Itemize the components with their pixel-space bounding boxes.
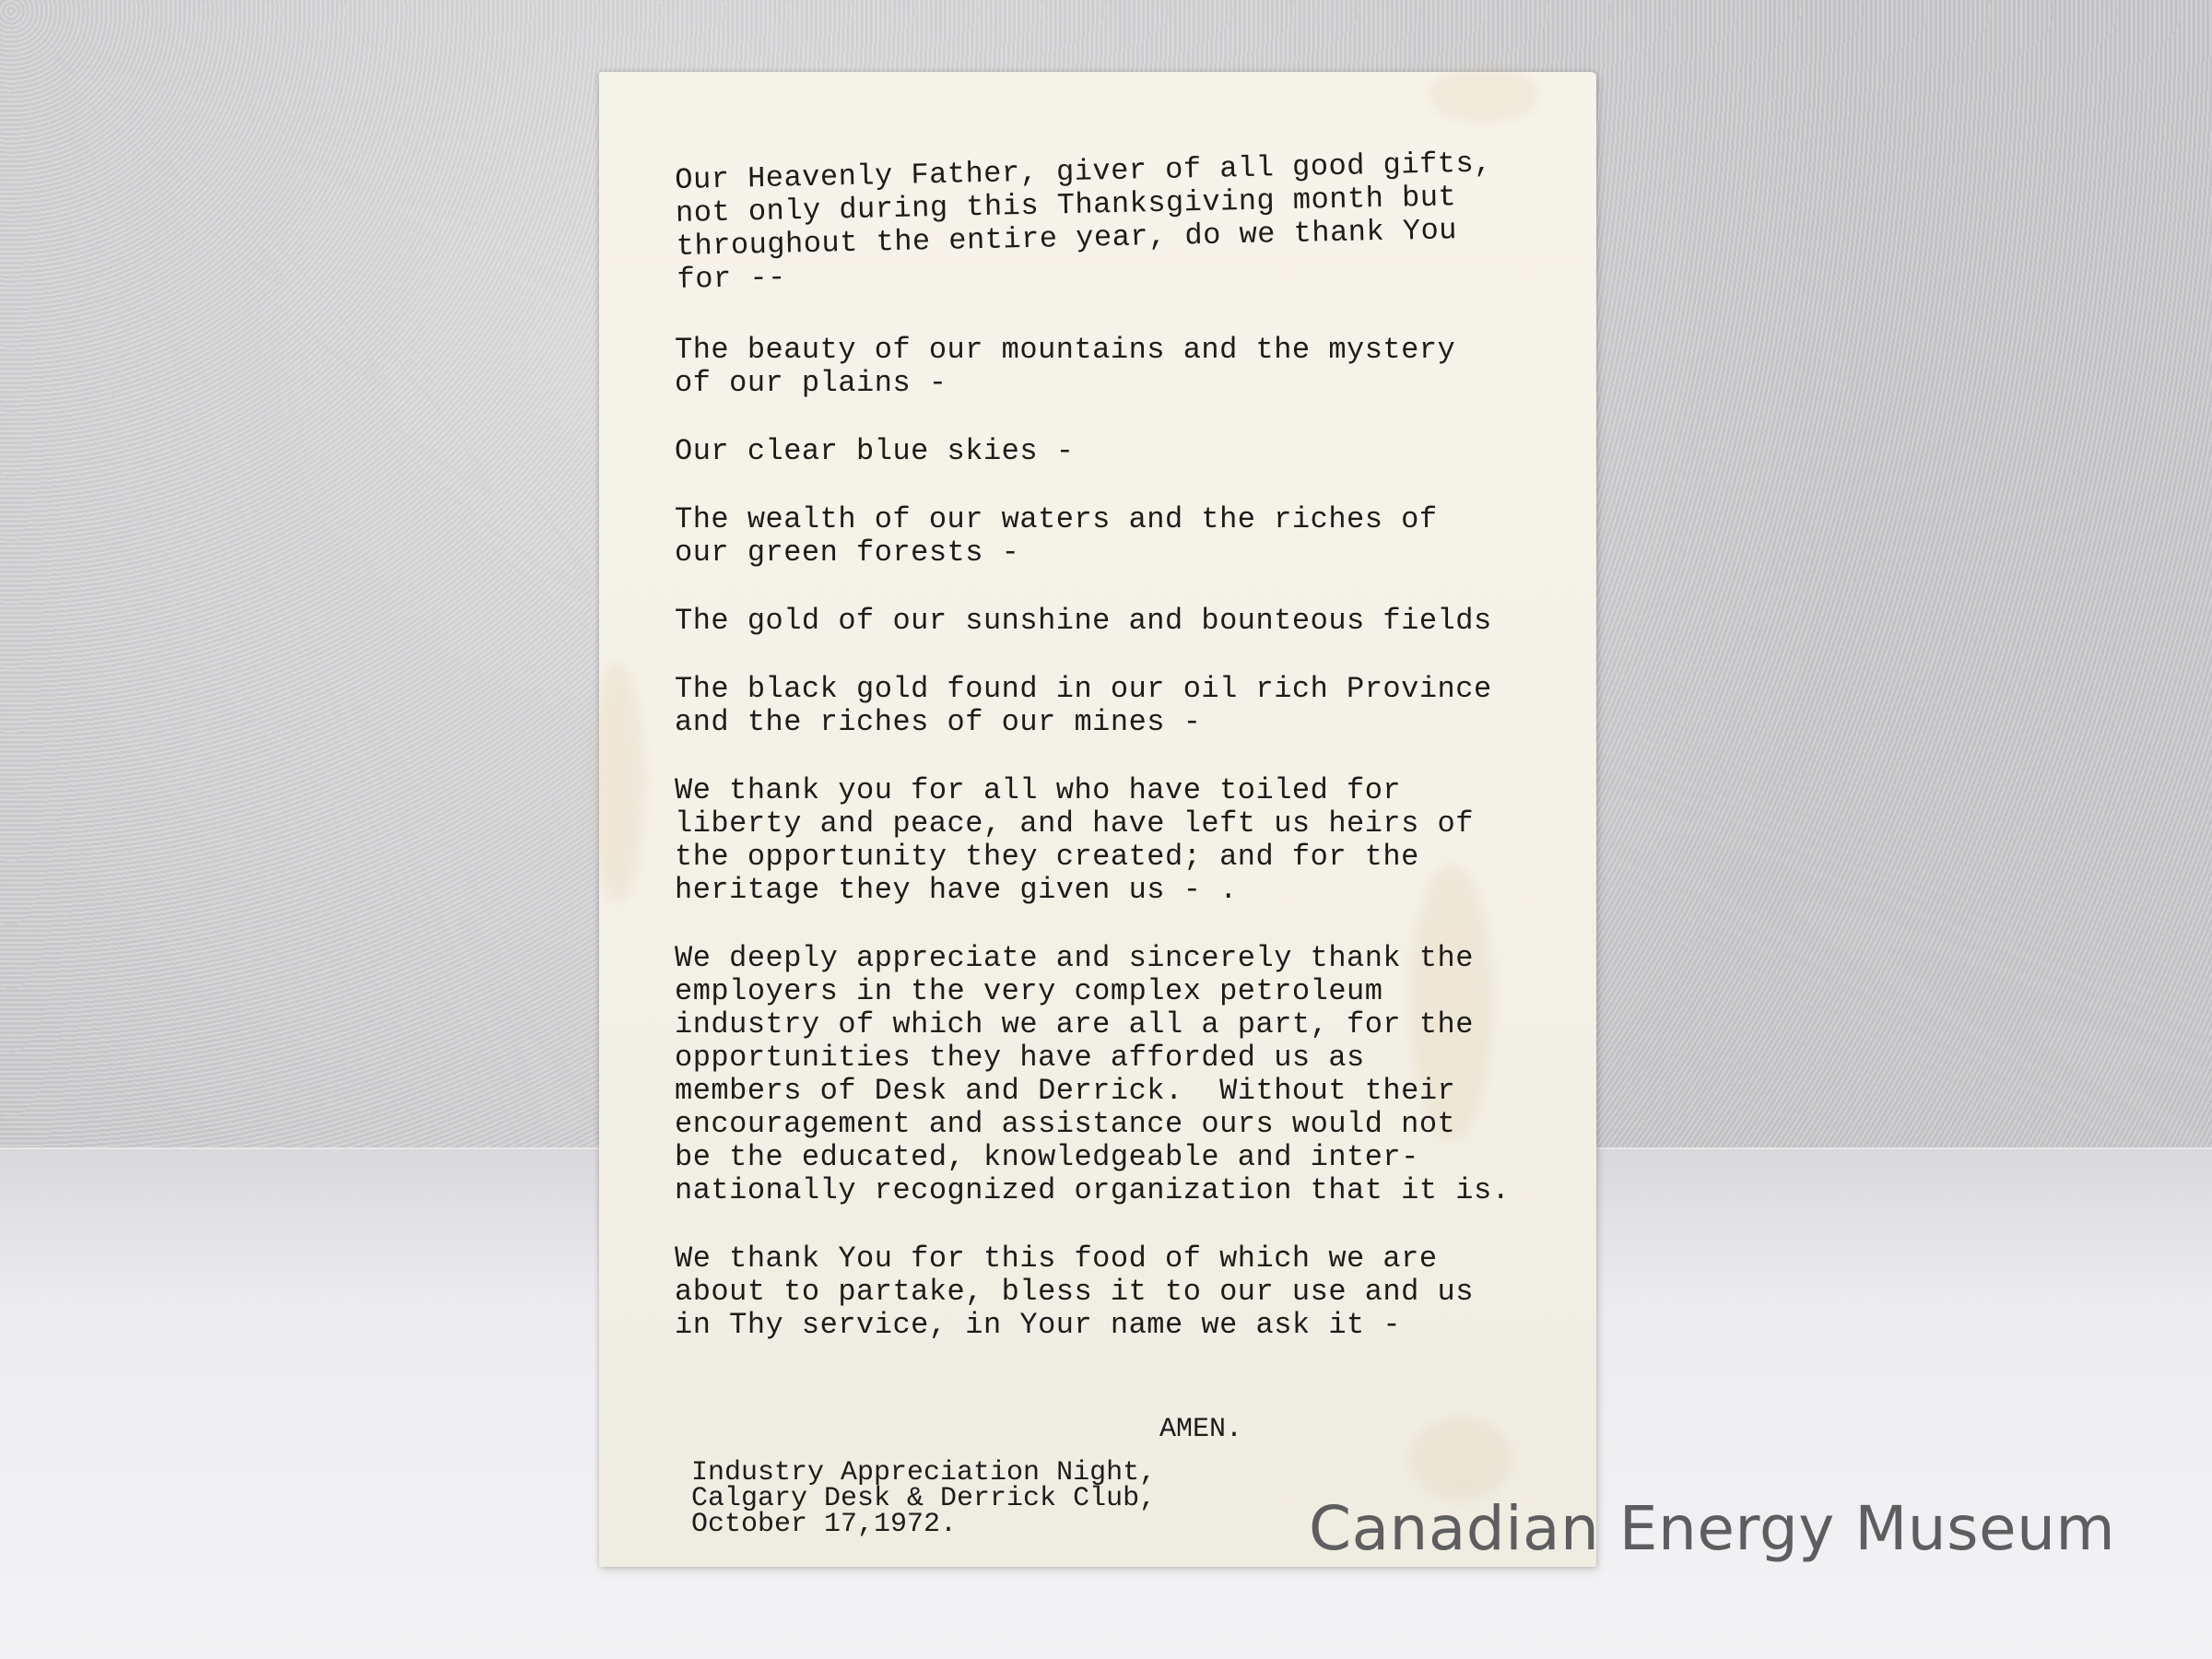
prayer-paragraph-mountains: The beauty of our mountains and the mystery of our plains - (675, 333, 1456, 400)
signoff-club: Calgary Desk & Derrick Club, (691, 1483, 1157, 1514)
signoff-event: Industry Appreciation Night, (691, 1457, 1157, 1488)
prayer-body (674, 146, 1578, 1377)
prayer-paragraph-food: We thank You for this food of which we are about to partake, bless it to our use and us in Thy service, in Your name we ask it - (675, 1241, 1474, 1342)
museum-watermark: Canadian Energy Museum (1309, 1493, 2116, 1564)
prayer-paragraph-black-gold: The black gold found in our oil rich Province and the riches of our mines - (675, 672, 1492, 739)
prayer-closing: AMEN. (1159, 1414, 1243, 1445)
prayer-paragraph-liberty: We thank you for all who have toiled for liberty and peace, and have left us heirs of the opportunity they created; and for the heritage they have given us - . (675, 773, 1474, 907)
paper-stain (1410, 1418, 1512, 1500)
paper-stain (590, 662, 645, 901)
signoff-date: October 17,1972. (691, 1509, 958, 1540)
prayer-paragraph-opening: Our Heavenly Father, giver of all good gifts, not only during this Thanksgiving month but throughout the entire year, do we thank You for -- (674, 146, 1493, 297)
prayer-paragraph-skies: Our clear blue skies - (675, 434, 1075, 468)
paper-stain (1429, 67, 1539, 123)
prayer-paragraph-waters: The wealth of our waters and the riches of our green forests - (675, 502, 1438, 570)
prayer-paragraph-gold: The gold of our sunshine and bounteous fields (675, 604, 1492, 638)
typed-prayer-card (599, 72, 1596, 1567)
event-signoff (691, 1457, 1157, 1540)
prayer-paragraph-employers: We deeply appreciate and sincerely thank the employers in the very complex petroleum industry of which we are all a part, for the opportunities they have afforded us as members of Desk and Derrick. Without their encouragement and assistance ours would not be the educated, knowledgeable and inter- nationally recognized organization that it is. (675, 941, 1511, 1207)
